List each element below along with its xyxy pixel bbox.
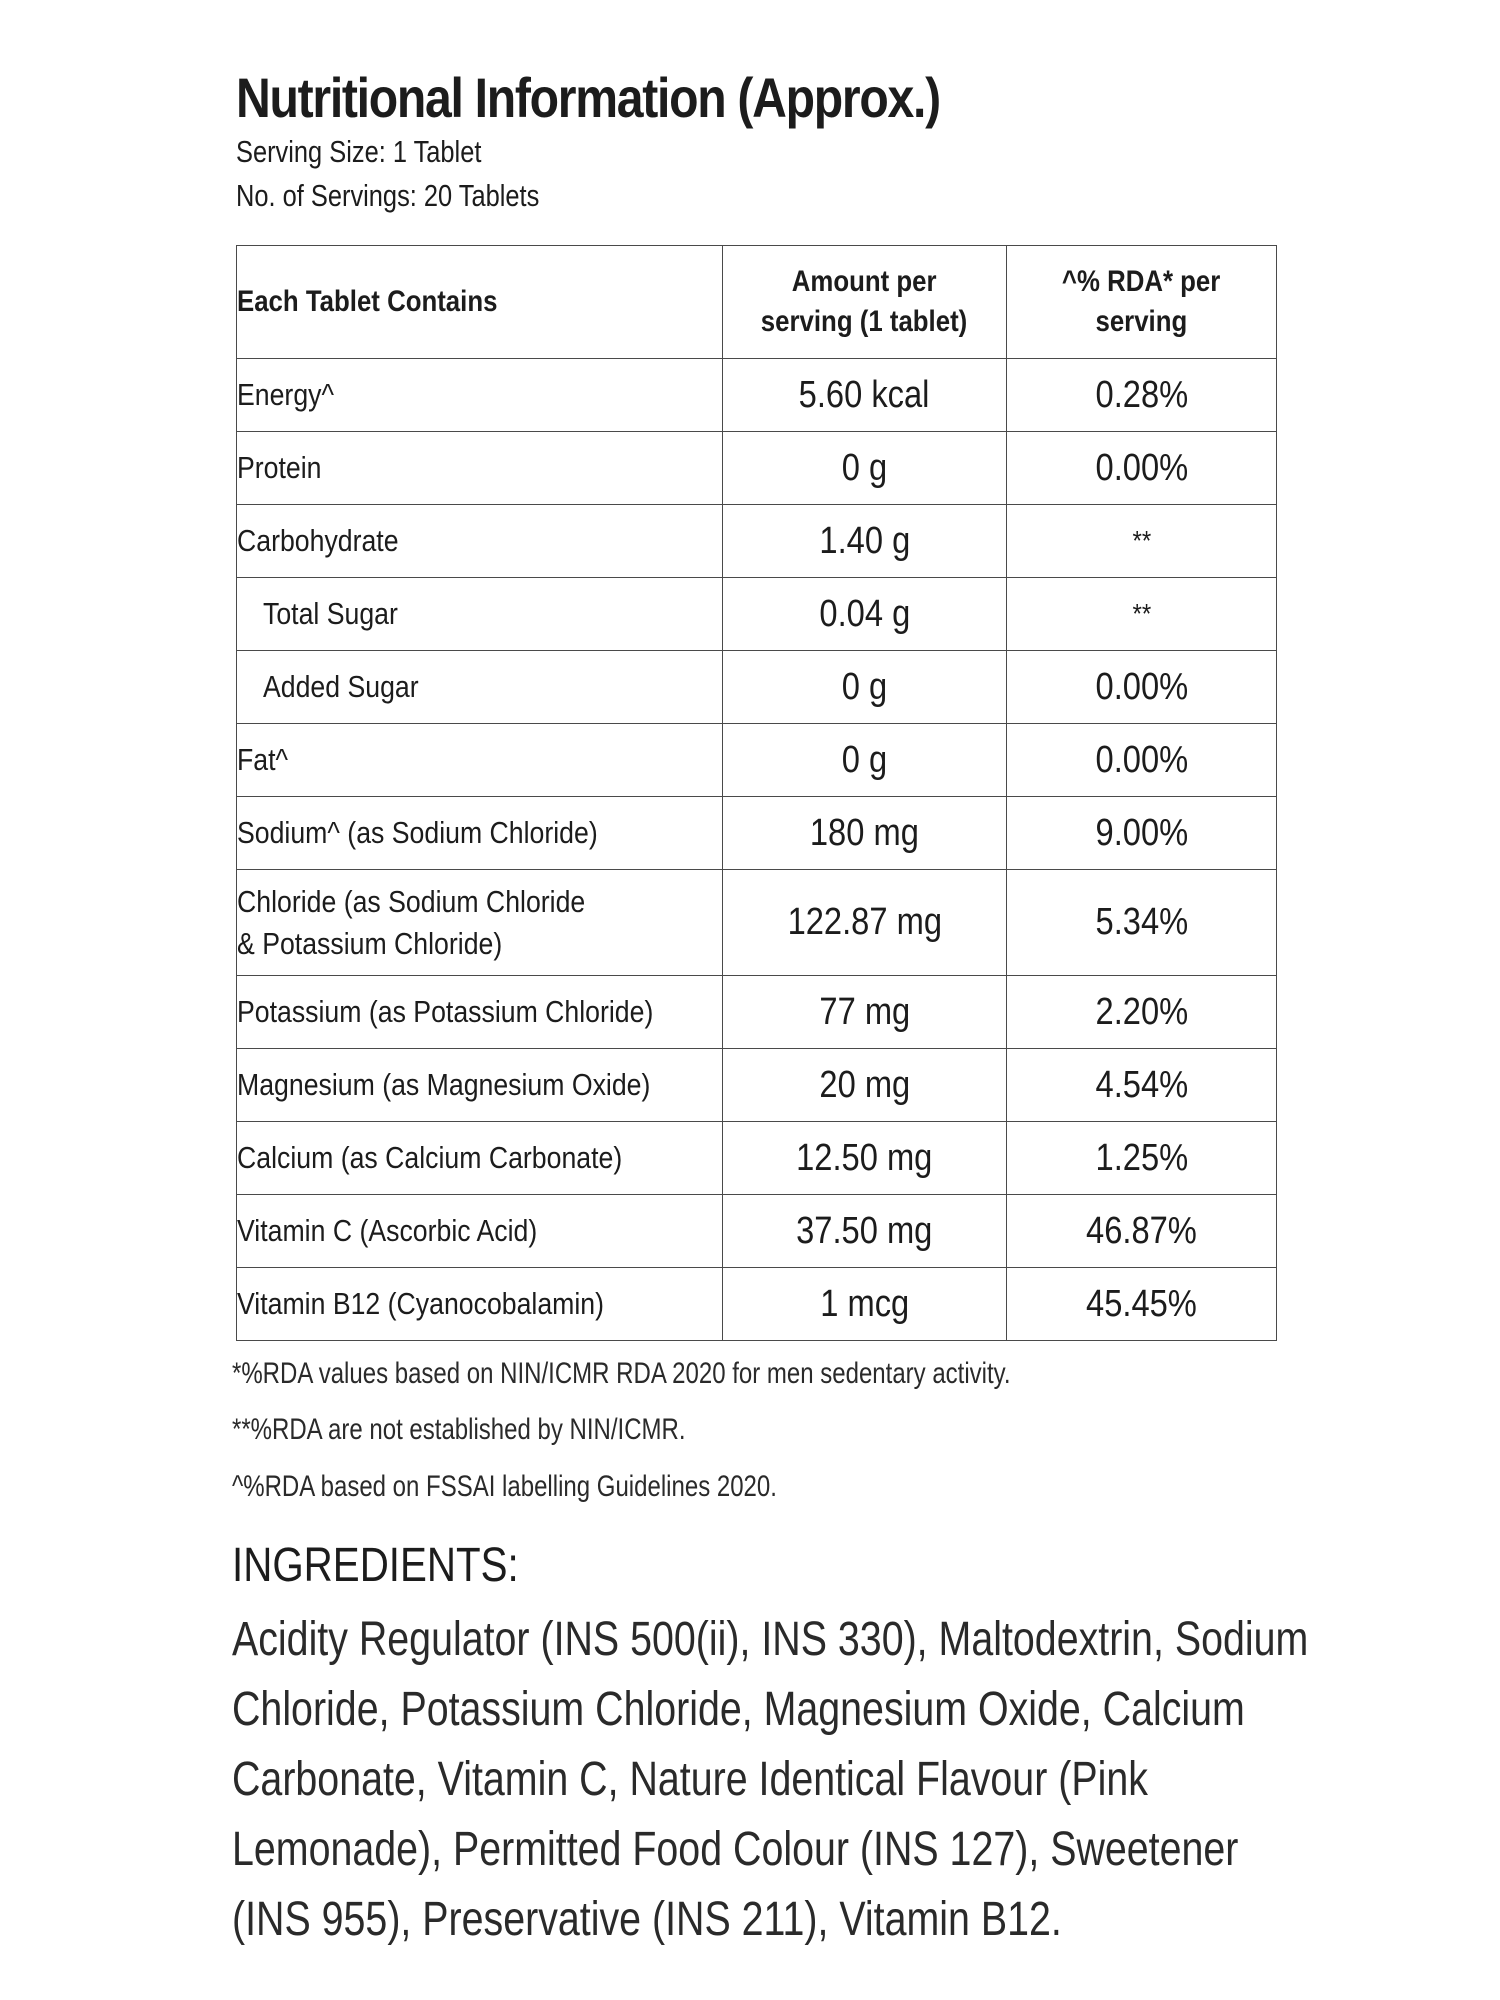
table-row: [237, 505, 1277, 578]
footnote-fssai: ^%RDA based on FSSAI labelling Guidelines 2020.: [232, 1470, 777, 1503]
row-rda: 4.54%: [1007, 1049, 1277, 1122]
nutrition-table: [236, 245, 1277, 1341]
table-row: [237, 1268, 1277, 1341]
ingredients-line: Carbonate, Vitamin C, Nature Identical Flavour (Pink: [232, 1753, 1148, 1806]
row-amount: 180 mg: [723, 797, 1007, 870]
row-name: Protein: [237, 432, 723, 505]
table-row: [237, 724, 1277, 797]
row-rda: 0.00%: [1007, 651, 1277, 724]
row-name: Magnesium (as Magnesium Oxide): [237, 1049, 723, 1122]
ingredients-line: Acidity Regulator (INS 500(ii), INS 330), Maltodextrin, Sodium: [232, 1613, 1309, 1666]
table-header-row: [237, 246, 1277, 359]
row-name: Sodium^ (as Sodium Chloride): [237, 797, 723, 870]
row-amount: 122.87 mg: [723, 870, 1007, 976]
column-header-name: Each Tablet Contains: [237, 246, 723, 359]
ingredients-line: Lemonade), Permitted Food Colour (INS 127), Sweetener: [232, 1823, 1239, 1876]
row-name: Total Sugar: [237, 578, 723, 651]
table-row: [237, 1122, 1277, 1195]
row-name: Vitamin C (Ascorbic Acid): [237, 1195, 723, 1268]
row-rda: 2.20%: [1007, 976, 1277, 1049]
row-name: Added Sugar: [237, 651, 723, 724]
table-row: [237, 870, 1277, 976]
ingredients-line: (INS 955), Preservative (INS 211), Vitamin B12.: [232, 1893, 1062, 1946]
row-rda: 1.25%: [1007, 1122, 1277, 1195]
page-title: Nutritional Information (Approx.): [236, 66, 940, 129]
row-amount: 77 mg: [723, 976, 1007, 1049]
row-name: Energy^: [237, 359, 723, 432]
row-amount: 20 mg: [723, 1049, 1007, 1122]
table-row: [237, 432, 1277, 505]
column-header-rda: ^% RDA* per serving: [1007, 246, 1277, 359]
row-amount: 12.50 mg: [723, 1122, 1007, 1195]
row-amount: 0 g: [723, 432, 1007, 505]
row-amount: 5.60 kcal: [723, 359, 1007, 432]
row-rda: **: [1007, 578, 1277, 651]
row-amount: 1.40 g: [723, 505, 1007, 578]
row-rda: 5.34%: [1007, 870, 1277, 976]
table-row: [237, 651, 1277, 724]
row-name: Potassium (as Potassium Chloride): [237, 976, 723, 1049]
table-row: [237, 1195, 1277, 1268]
ingredients-heading: INGREDIENTS:: [232, 1539, 519, 1592]
row-amount: 0 g: [723, 724, 1007, 797]
row-rda: 0.28%: [1007, 359, 1277, 432]
row-rda: 0.00%: [1007, 432, 1277, 505]
footnote-rda-not-established: **%RDA are not established by NIN/ICMR.: [232, 1413, 686, 1446]
row-name: Chloride (as Sodium Chloride & Potassium Chloride): [237, 870, 723, 976]
row-name: Calcium (as Calcium Carbonate): [237, 1122, 723, 1195]
number-of-servings: No. of Servings: 20 Tablets: [236, 178, 540, 213]
row-rda: 9.00%: [1007, 797, 1277, 870]
row-rda: **: [1007, 505, 1277, 578]
footnote-rda-basis: *%RDA values based on NIN/ICMR RDA 2020 for men sedentary activity.: [232, 1357, 1011, 1390]
ingredients-line: Chloride, Potassium Chloride, Magnesium Oxide, Calcium: [232, 1683, 1245, 1736]
row-amount: 37.50 mg: [723, 1195, 1007, 1268]
table-row: [237, 976, 1277, 1049]
table-row: [237, 359, 1277, 432]
serving-size: Serving Size: 1 Tablet: [236, 134, 482, 169]
row-amount: 1 mcg: [723, 1268, 1007, 1341]
row-rda: 46.87%: [1007, 1195, 1277, 1268]
row-rda: 45.45%: [1007, 1268, 1277, 1341]
row-amount: 0.04 g: [723, 578, 1007, 651]
column-header-amount: Amount per serving (1 tablet): [723, 246, 1007, 359]
table-row: [237, 797, 1277, 870]
ingredients-list: [232, 1605, 1309, 1955]
row-name: Fat^: [237, 724, 723, 797]
row-name: Carbohydrate: [237, 505, 723, 578]
table-row: [237, 578, 1277, 651]
table-row: [237, 1049, 1277, 1122]
row-name: Vitamin B12 (Cyanocobalamin): [237, 1268, 723, 1341]
row-amount: 0 g: [723, 651, 1007, 724]
row-rda: 0.00%: [1007, 724, 1277, 797]
